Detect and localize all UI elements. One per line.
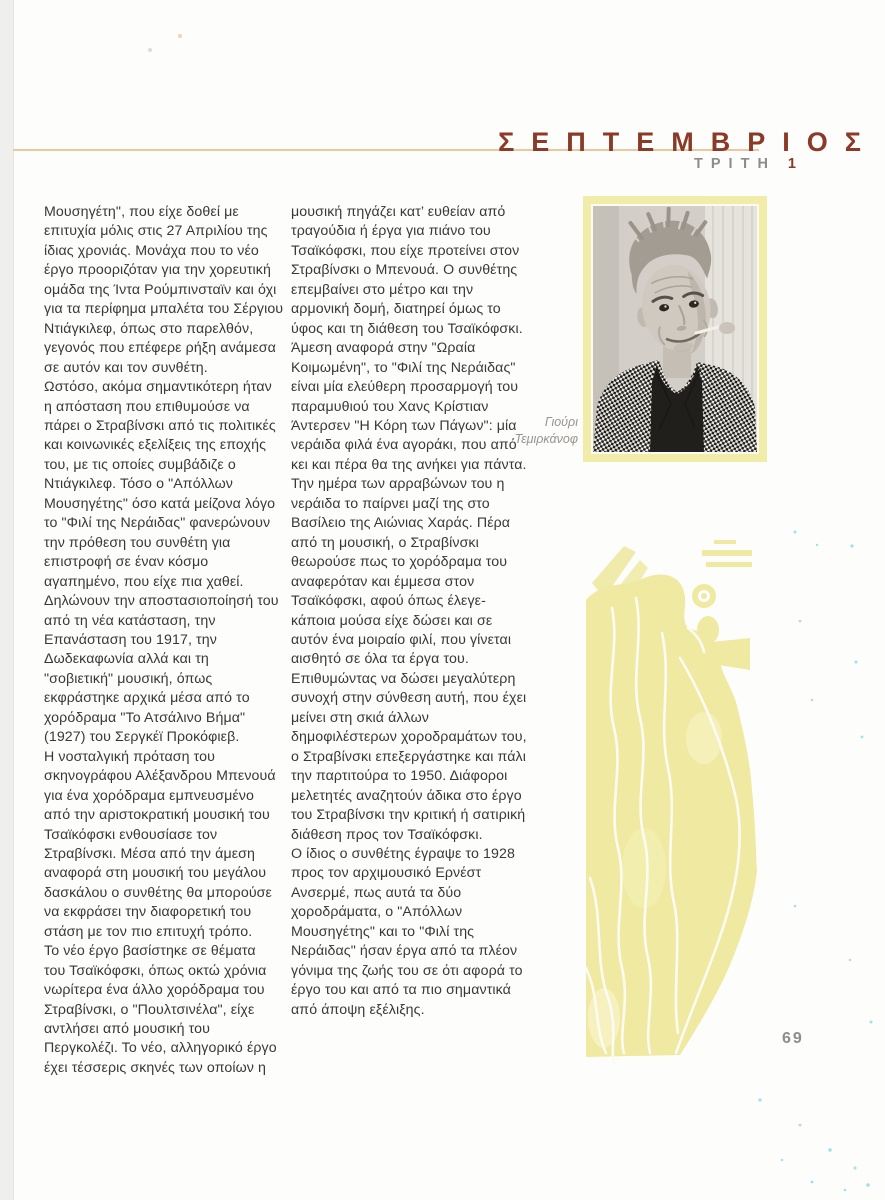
text-line: ύφος και τη διάθεση του Τσαϊκόφσκι. <box>291 320 523 337</box>
text-line: από την αριστοκρατική μουσική του <box>44 807 270 824</box>
text-line: έργο προοριζόταν για την χορευτική <box>44 262 271 279</box>
text-line: μείνει στη σκιά άλλων <box>291 709 429 726</box>
text-line: είναι μία ελεύθερη προσαρμογή του <box>291 379 519 396</box>
text-line: από τη μουσική, ο Στραβίνσκι <box>291 534 479 551</box>
text-line: Το νέο έργο βασίστηκε σε θέματα <box>44 943 256 960</box>
text-line: Μουσηγέτη", που είχε δοθεί με <box>44 204 239 220</box>
text-line: και κοινωνικές εξελίξεις της εποχής <box>44 437 267 454</box>
text-line: Ντιάγκιλεφ, όπως στο παρελθόν, <box>44 320 254 337</box>
day-number: 1 <box>787 156 804 172</box>
text-line: Επανάσταση του 1917, την <box>44 631 217 648</box>
text-line: Η νοσταλγική πρόταση του <box>44 748 215 765</box>
text-line: Στραβίνσκι, ο "Πουλτσινέλα", είχε <box>44 1001 255 1018</box>
text-line: νεράιδα το παίρνει μαζί της στο <box>291 495 490 512</box>
text-line: Ο ίδιος ο συνθέτης έγραψε το 1928 <box>291 845 515 862</box>
text-line: από τη νέα κατάσταση, την <box>44 612 216 629</box>
text-line: Άμεση αναφορά στην "Ωραία <box>291 340 476 357</box>
text-line: δασκάλου ο συνθέτης θα μπορούσε <box>44 884 272 901</box>
text-line: ίδιας χρονιάς. Μονάχα που το νέο <box>44 242 259 259</box>
text-line: Τσαϊκόφσκι, αφού όπως έλεγε- <box>291 593 486 610</box>
text-line: επεμβαίνει στο μέτρο και την <box>291 281 474 298</box>
text-line: νωρίτερα ένα άλλο χορόδραμα του <box>44 982 265 999</box>
text-line: κει και πέρα θα της ανήκει για πάντα. <box>291 456 527 473</box>
text-line: "σοβιετική" μουσική, όπως <box>44 670 213 687</box>
text-line: για τα περίφημα μπαλέτα του Σέργιου <box>44 301 284 318</box>
text-line: αγαπημένο, που είχε πια χαθεί. <box>44 573 244 590</box>
text-line: Νεράιδας" ήσαν έργα από τα πλέον <box>291 943 518 960</box>
text-line: συνοχή στην σύνθεση αυτή, που έχει <box>291 690 527 707</box>
photo-caption-line: Τεμιρκάνοφ <box>514 432 578 446</box>
text-line: διάθεση προς τον Τσαϊκόφσκι. <box>291 826 483 843</box>
text-line: Στραβίνσκι ο Μπενουά. Ο συνθέτης <box>291 262 518 279</box>
text-line: μουσική πηγάζει κατ’ ευθείαν από <box>291 204 506 220</box>
text-line: επιτυχία μόλις στις 27 Απριλίου της <box>44 223 268 240</box>
text-line: αυτόν ένα μοιραίο φιλί, που γίνεται <box>291 631 512 648</box>
text-line: μελετητές αναζητούν άδικα στο έργο <box>291 787 522 804</box>
text-line: το "Φιλί της Νεράιδας" φανερώνουν <box>44 515 271 532</box>
text-line: στάση με τον πιο επιτυχή τρόπο. <box>44 923 253 940</box>
text-line: Περγκολέζι. Το νέο, αλληγορικό έργο <box>44 1040 277 1057</box>
text-line: κάποια μούσα είχε δώσει και σε <box>291 612 493 629</box>
text-line: Την ημέρα των αρραβώνων του η <box>291 476 505 493</box>
text-line: (1927) του Σεργκέϊ Προκόφιεβ. <box>44 729 240 746</box>
text-line: Κοιμωμένη", το "Φιλί της Νεράιδας" <box>291 359 516 376</box>
text-line: του, με τις οποίες συμβάδιζε ο <box>44 456 236 473</box>
text-line: έργο του και από τα πιο σημαντικά <box>291 982 511 999</box>
text-line: του Τσαϊκόφσκι, όπως οκτώ χρόνια <box>44 962 267 979</box>
photo-caption-line: Γιούρι <box>544 415 578 429</box>
text-line: γεγονός που επέφερε ρήξη ανάμεσα <box>44 340 276 357</box>
text-line: να εκφράσει την διαφορετική του <box>44 904 252 921</box>
text-line: προς τον αρχιμουσικό Ερνέστ <box>291 865 482 882</box>
day-heading <box>694 156 804 172</box>
text-line: Τσαϊκόφσκι, που είχε προτείνει στον <box>291 242 520 259</box>
text-line: Βασίλειο της Αιώνιας Χαράς. Πέρα <box>291 515 511 532</box>
text-line: έχει τέσσερις σκηνές των οποίων η <box>44 1059 267 1076</box>
text-line: επιστροφή σε έναν κόσμο <box>44 554 209 571</box>
text-line: αναφερόταν και έμμεσα στον <box>291 573 475 590</box>
text-line: χορόδραμα "Το Ατσάλινο Βήμα" <box>44 709 246 726</box>
text-line: Δωδεκαφωνία αλλά και τη <box>44 651 209 668</box>
text-line: πάρει ο Στραβίνσκι από τις πολιτικές <box>44 417 276 434</box>
text-line: Επιθυμώντας να δώσει μεγαλύτερη <box>291 670 516 687</box>
text-line: Ντιάγκιλεφ. Τόσο ο "Απόλλων <box>44 476 233 493</box>
photo-caption <box>515 414 578 448</box>
text-line: Δηλώνουν την αποστασιοποίησή του <box>44 593 279 610</box>
text-line: Άντερσεν "Η Κόρη των Πάγων": μία <box>291 417 517 434</box>
article-column-1 <box>44 203 290 1078</box>
text-line: ο Στραβίνσκι επεξεργάστηκε και πάλι <box>291 748 526 765</box>
page-number: 69 <box>782 1030 804 1047</box>
text-line: δημοφιλέστερων χοροδραμάτων του, <box>291 729 527 746</box>
text-line: αισθητό σε όλα τα έργα του. <box>291 651 469 668</box>
text-line: αντλήσει από μουσική του <box>44 1021 210 1038</box>
text-line: παραμυθιού του Χανς Κρίστιαν <box>291 398 489 415</box>
text-line: χοροδράματα, ο "Απόλλων <box>291 904 463 921</box>
text-line: Μουσηγέτης" και το "Φιλί της <box>291 923 475 940</box>
text-line: αρμονική δομή, διατηρεί όμως το <box>291 301 501 318</box>
text-line: την παρτιτούρα το 1950. Διάφοροι <box>291 768 508 785</box>
text-line: Στραβίνσκι. Μέσα από την άμεση <box>44 845 256 862</box>
text-line: Μουσηγέτης" όσο κατά μείζονα λόγο <box>44 495 276 512</box>
scanned-page-edge <box>0 0 14 1200</box>
text-line: την πρόθεση του συνθέτη για <box>44 534 231 551</box>
text-line: θεωρούσε πως το χορόδραμα του <box>291 554 508 571</box>
article-column-2 <box>291 203 527 1020</box>
text-line: Ωστόσο, ακόμα σημαντικότερη ήταν <box>44 379 272 396</box>
text-line: για ένα χορόδραμα εμπνευσμένο <box>44 787 254 804</box>
text-line: εκφράστηκε αρχικά μέσα από το <box>44 690 250 707</box>
text-line: ομάδα της Ίντα Ρούμπινσταϊν και όχι <box>44 281 277 298</box>
text-line: η απόσταση που επιθυμούσε να <box>44 398 250 415</box>
text-line: τραγούδια ή έργα για πιάνο του <box>291 223 491 240</box>
text-line: σε αυτόν και τον συνθέτη. <box>44 359 208 376</box>
text-line: από άποψη εξέλιξης. <box>291 1001 425 1018</box>
text-line: του Στραβίνσκι την κριτική ή σατιρική <box>291 807 526 824</box>
text-line: νεράιδα φιλά ένα αγοράκι, που από <box>291 437 517 454</box>
artwork-image <box>584 538 762 1080</box>
text-line: αναφορά στη μουσική του μεγάλου <box>44 865 267 882</box>
day-label: ΤΡΙΤΗ <box>694 156 776 172</box>
text-line: σκηνογράφου Αλέξανδρου Μπενουά <box>44 768 276 785</box>
portrait-photo <box>591 204 759 454</box>
month-title: ΣΕΠΤΕΜΒΡΙΟΣ <box>498 127 878 157</box>
portrait-photo-frame <box>583 196 767 462</box>
text-line: Τσαϊκόφσκι ενθουσίασε τον <box>44 826 218 843</box>
text-line: γόνιμα της ζωής του σε ότι αφορά το <box>291 962 523 979</box>
text-line: Ανσερμέ, πως αυτά τα δύο <box>291 884 462 901</box>
